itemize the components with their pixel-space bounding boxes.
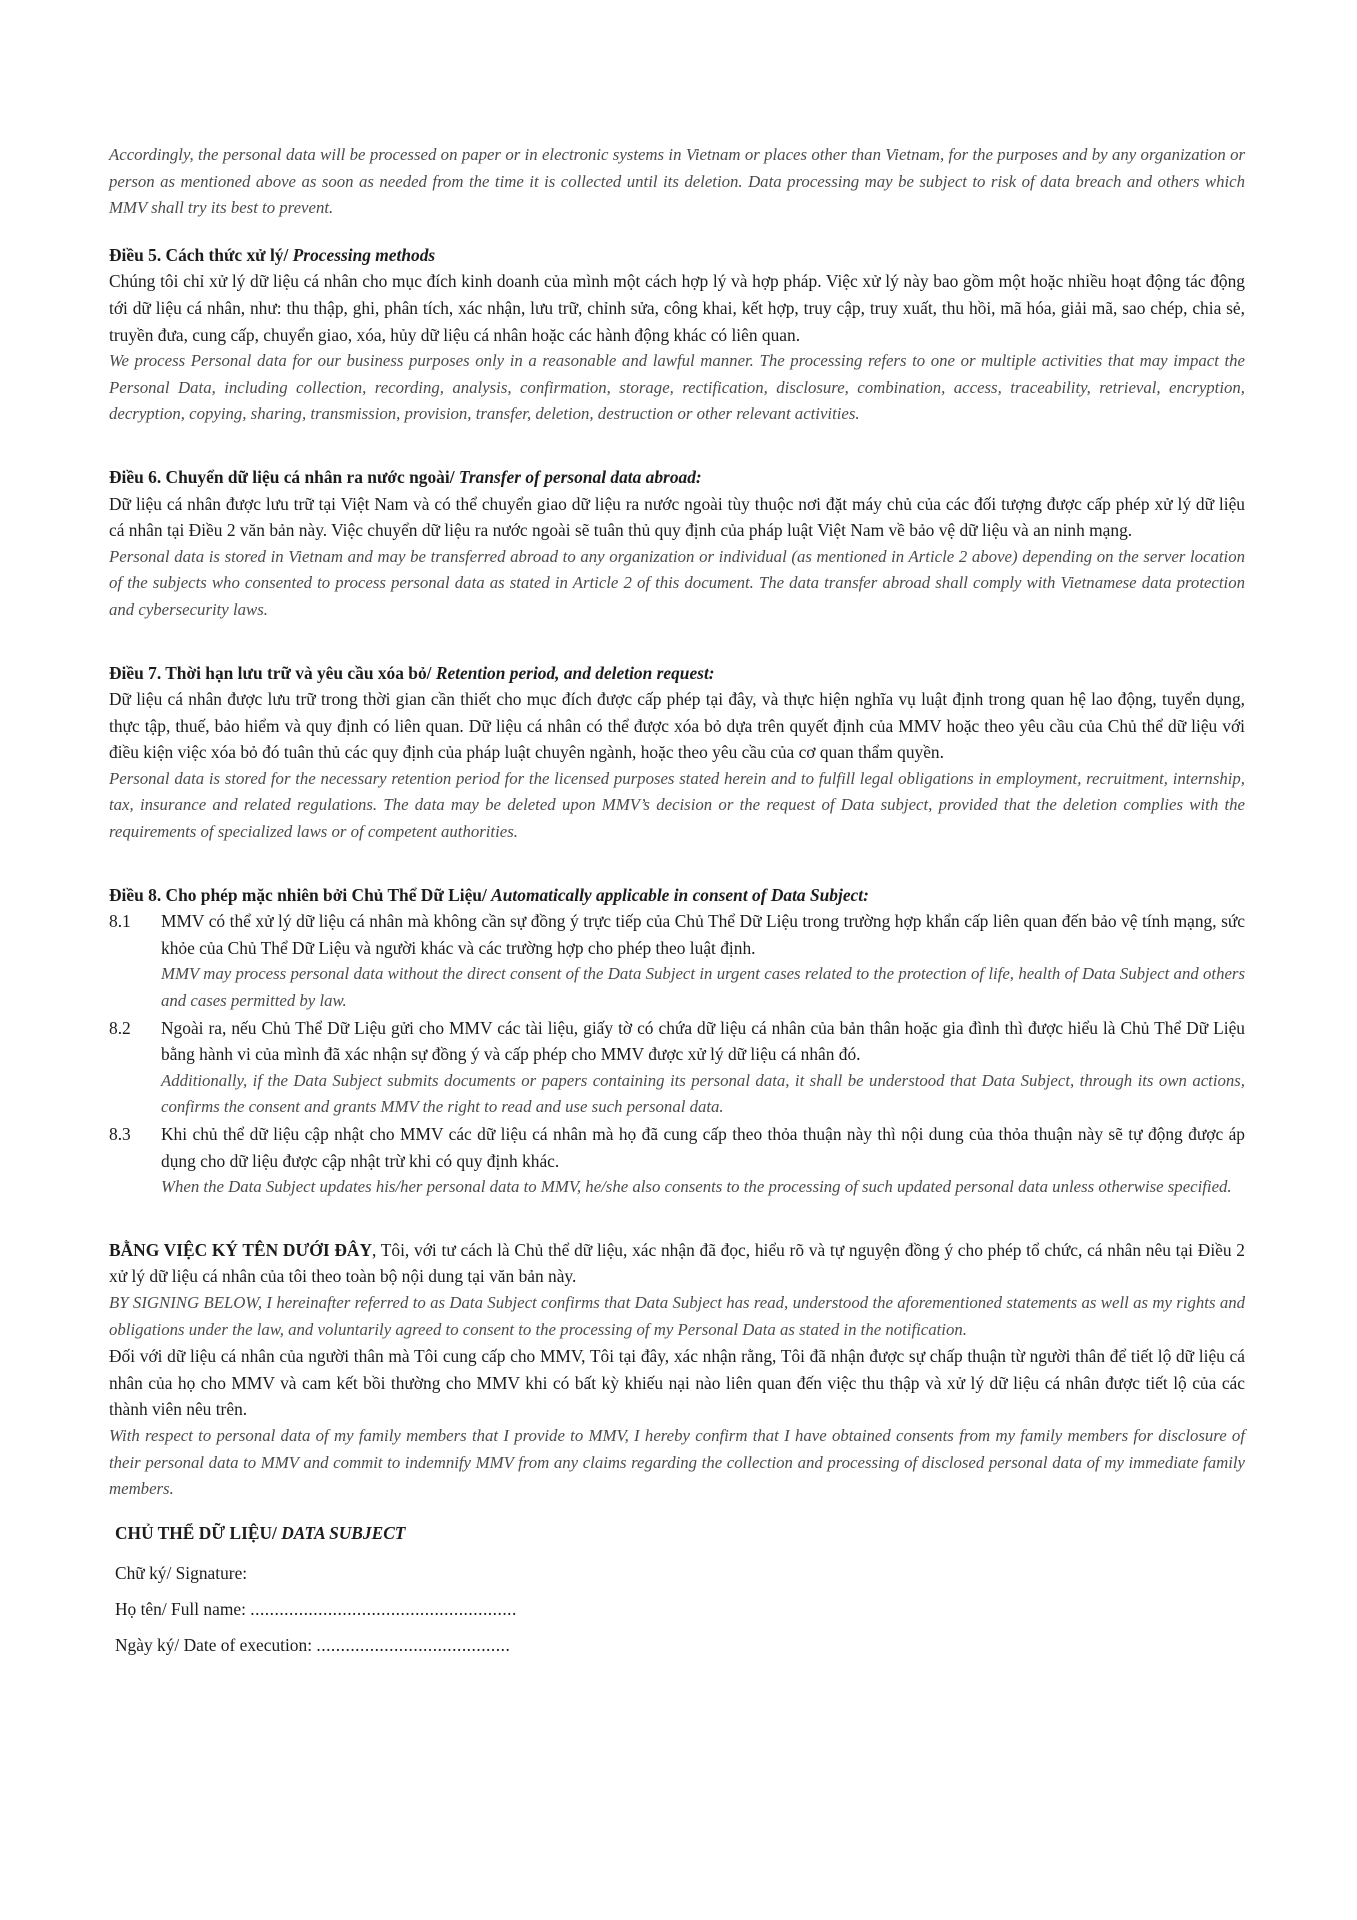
- article-7-heading-en: Retention period, and deletion request:: [435, 662, 715, 683]
- full-name-blank[interactable]: .......................................................: [250, 1598, 517, 1619]
- item-body-en: MMV may process personal data without the direct consent of the Data Subject in urgent cases related to the protection of life, health of Data Subject and others and cases permitted by law.: [161, 964, 1245, 1011]
- article-8-item: [109, 908, 1245, 1014]
- full-name-label: Họ tên/ Full name:: [115, 1598, 251, 1619]
- date-line[interactable]: [115, 1627, 1245, 1663]
- article-5-body-vn: Chúng tôi chỉ xử lý dữ liệu cá nhân cho mục đích kinh doanh của mình một cách hợp lý và hợp pháp. Việc xử lý này bao gồm một hoặc nhiều hoạt động tác động tới dữ liệu cá nhân, như: thu thập, ghi, phân tích, xác nhận, lưu trữ, chỉnh sửa, công khai, kết hợp, truy cập, truy xuất, thu hồi, mã hóa, giải mã, sao chép, chia sẻ, truyền đưa, cung cấp, chuyển giao, xóa, hủy dữ liệu cá nhân hoặc các hành động khác có liên quan.: [109, 271, 1245, 345]
- article-8-heading-en: Automatically applicable in consent of Data Subject:: [491, 884, 869, 905]
- item-body-en: Additionally, if the Data Subject submits documents or papers containing its personal data, it shall be understood that Data Subject, through its own actions, confirms the consent and grants MMV the right to read and use such personal data.: [161, 1070, 1245, 1117]
- article-8-heading-vn: Điều 8. Cho phép mặc nhiên bởi Chủ Thể Dữ Liệu/: [109, 884, 492, 905]
- item-number: 8.2: [109, 1017, 131, 1038]
- item-number: 8.1: [109, 911, 131, 932]
- article-6-heading-en: Transfer of personal data abroad:: [458, 466, 702, 487]
- signature-block: [109, 1519, 1245, 1663]
- item-body-vn: Khi chủ thể dữ liệu cập nhật cho MMV các dữ liệu cá nhân mà họ đã cung cấp theo thỏa thuận này thì nội dung của thỏa thuận này sẽ tự động được áp dụng cho dữ liệu được cập nhật trừ khi có quy định khác.: [161, 1124, 1245, 1171]
- date-label: Ngày ký/ Date of execution:: [115, 1634, 317, 1655]
- data-subject-title-en: DATA SUBJECT: [281, 1522, 406, 1543]
- intro-paragraph-en: Accordingly, the personal data will be processed on paper or in electronic systems in Vietnam or places other than Vietnam, for the purposes and by any organization or person as mentioned above as soon as needed from the time it is collected until its deletion. Data processing may be subject to risk of data breach and others which MMV shall try its best to prevent.: [109, 145, 1245, 218]
- item-body-vn: Ngoài ra, nếu Chủ Thể Dữ Liệu gửi cho MMV các tài liệu, giấy tờ có chứa dữ liệu cá nhân của bản thân hoặc gia đình thì được hiểu là Chủ Thể Dữ Liệu bằng hành vi của mình đã xác nhận sự đồng ý và cấp phép cho MMV được xử lý dữ liệu cá nhân đó.: [161, 1017, 1245, 1065]
- article-7-body-en: Personal data is stored for the necessary retention period for the licensed purposes stated herein and to fulfill legal obligations in employment, recruitment, internship, tax, insurance and related regulations. The data may be deleted upon MMV’s decision or the request of Data subject, provided that the deletion complies with the requirements of specialized laws or of competent authorities.: [109, 768, 1245, 842]
- item-body-en: When the Data Subject updates his/her personal data to MMV, he/she also consents to the processing of such updated personal data unless otherwise specified.: [161, 1177, 1232, 1197]
- document-page: [109, 142, 1245, 1663]
- article-6-heading-vn: Điều 6. Chuyển dữ liệu cá nhân ra nước ngoài/: [109, 466, 459, 487]
- article-6-body-vn: Dữ liệu cá nhân được lưu trữ tại Việt Nam và có thể chuyển giao dữ liệu ra nước ngoài tùy thuộc nơi đặt máy chủ của các đối tượng được cấp phép xử lý dữ liệu cá nhân tại Điều 2 văn bản này. Việc chuyển dữ liệu ra nước ngoài sẽ tuân thủ quy định của pháp luật Việt Nam về bảo vệ dữ liệu và an ninh mạng.: [109, 493, 1245, 541]
- signing-paragraph-en-1: BY SIGNING BELOW, I hereinafter referred to as Data Subject confirms that Data Subject has read, understood the aforementioned statements as well as my rights and obligations under the law, and voluntarily agreed to consent to the processing of my Personal Data as stated in the notification.: [109, 1292, 1245, 1339]
- full-name-line[interactable]: [115, 1591, 1245, 1627]
- article-8-item: [109, 1015, 1245, 1121]
- signature-line[interactable]: Chữ ký/ Signature:: [115, 1562, 248, 1583]
- article-6: [109, 464, 1245, 624]
- date-blank[interactable]: ........................................: [316, 1634, 511, 1655]
- signing-paragraph-vn-2: Đối với dữ liệu cá nhân của người thân mà Tôi cung cấp cho MMV, Tôi tại đây, xác nhận rằng, Tôi đã nhận được sự chấp thuận từ người thân để tiết lộ dữ liệu cá nhân của họ cho MMV và cam kết bồi thường cho MMV khi có bất kỳ khiếu nại nào liên quan đến việc thu thập và xử lý dữ liệu cá nhân được tiết lộ của các thành viên nêu trên.: [109, 1346, 1245, 1420]
- article-6-heading: [109, 464, 1245, 491]
- item-number: 8.3: [109, 1124, 131, 1144]
- article-8-item: [109, 1121, 1245, 1201]
- signing-statement: [109, 1237, 1245, 1503]
- signing-paragraph-vn-1: [109, 1237, 1245, 1290]
- data-subject-title-vn: CHỦ THỂ DỮ LIỆU/: [115, 1522, 282, 1543]
- article-5-body-en: We process Personal data for our business purposes only in a reasonable and lawful manner. The processing refers to one or multiple activities that may impact the Personal Data, including collection, recording, analysis, confirmation, storage, rectification, disclosure, combination, access, traceability, retrieval, encryption, decryption, copying, sharing, transmission, provision, transfer, deletion, destruction or other relevant activities.: [109, 351, 1245, 424]
- article-8: [109, 882, 1245, 1201]
- article-8-heading: [109, 882, 1245, 909]
- article-5-heading: [109, 242, 1245, 269]
- article-7-heading: [109, 660, 1245, 687]
- article-7-body-vn: Dữ liệu cá nhân được lưu trữ trong thời gian cần thiết cho mục đích được cấp phép tại đây, và thực hiện nghĩa vụ luật định trong quan hệ lao động, tuyển dụng, thực tập, thuế, bảo hiểm và quy định có liên quan. Dữ liệu cá nhân có thể được xóa bỏ dựa trên quyết định của MMV hoặc theo yêu cầu của Chủ thể dữ liệu với điều kiện việc xóa bỏ đó tuân thủ các quy định của pháp luật chuyên ngành, hoặc theo yêu cầu của cơ quan thẩm quyền.: [109, 689, 1245, 763]
- article-6-body-en: Personal data is stored in Vietnam and may be transferred abroad to any organization or individual (as mentioned in Article 2 above) depending on the server location of the subjects who consented to process personal data as stated in Article 2 of this document. The data transfer abroad shall comply with Vietnamese data protection and cybersecurity laws.: [109, 546, 1245, 619]
- article-5-heading-en: Processing methods: [292, 244, 436, 265]
- item-body-vn: MMV có thể xử lý dữ liệu cá nhân mà không cần sự đồng ý trực tiếp của Chủ Thể Dữ Liệu trong trường hợp khẩn cấp liên quan đến bảo vệ tính mạng, sức khỏe của Chủ Thể Dữ Liệu và người khác và các trường hợp cho phép theo luật định.: [161, 911, 1245, 958]
- signing-paragraph-vn-1-text: , Tôi, với tư cách là Chủ thể dữ liệu, xác nhận đã đọc, hiểu rõ và tự nguyện đồng ý cho phép tổ chức, cá nhân nêu tại Điều 2 xử lý dữ liệu cá nhân của tôi theo toàn bộ nội dung tại văn bản này.: [109, 1239, 1245, 1287]
- article-5-heading-vn: Điều 5. Cách thức xử lý/: [109, 244, 293, 265]
- article-7-heading-vn: Điều 7. Thời hạn lưu trữ và yêu cầu xóa bỏ/: [109, 662, 436, 683]
- signing-lead: BẰNG VIỆC KÝ TÊN DƯỚI ĐÂY: [109, 1239, 373, 1260]
- signing-paragraph-en-2: With respect to personal data of my family members that I provide to MMV, I hereby confirm that I have obtained consents from my family members for disclosure of their personal data to MMV and commit to indemnify MMV from any claims regarding the collection and processing of disclosed personal data of my immediate family members.: [109, 1425, 1245, 1499]
- data-subject-title: [115, 1519, 1245, 1547]
- article-5: [109, 242, 1245, 428]
- article-7: [109, 660, 1245, 846]
